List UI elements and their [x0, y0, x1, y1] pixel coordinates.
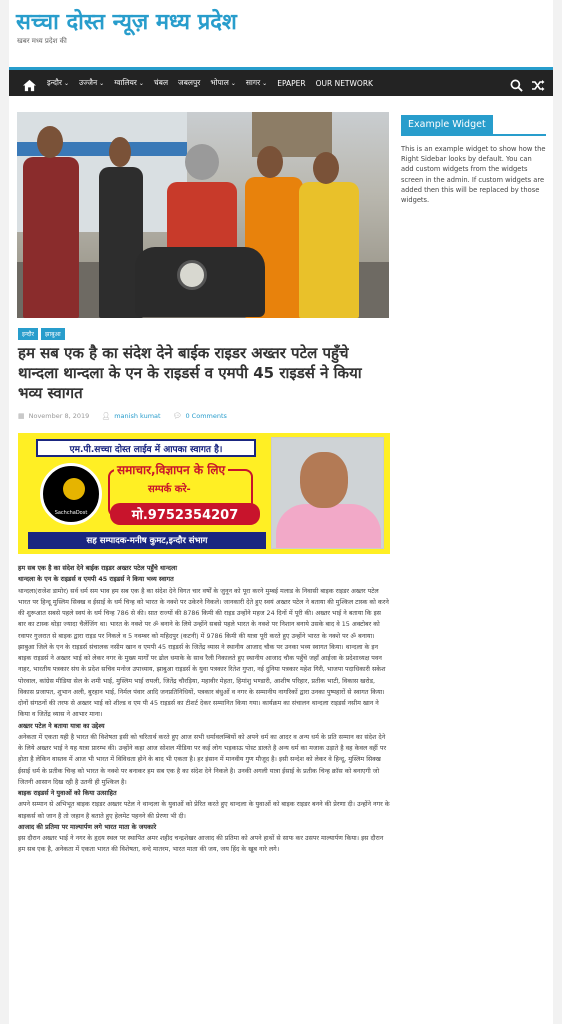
- nav-item-sagar[interactable]: सागर ⌄: [245, 78, 268, 87]
- post-categories: [18, 328, 65, 340]
- post-meta: [18, 412, 227, 420]
- featured-image[interactable]: [17, 112, 389, 318]
- photo-helmet: [185, 144, 219, 180]
- user-icon: 👤︎: [101, 412, 111, 420]
- chevron-down-icon: ⌄: [138, 79, 144, 87]
- nav-item-ujjain[interactable]: उज्जैन ⌄: [79, 78, 105, 87]
- post-author[interactable]: manish kumat: [114, 412, 161, 420]
- nav-item-bhopal[interactable]: भोपाल ⌄: [210, 78, 236, 87]
- page: [9, 0, 553, 1024]
- photo-head: [37, 126, 63, 158]
- nav-item-gwalior[interactable]: ग्वालियर ⌄: [114, 78, 144, 87]
- chevron-down-icon: ⌄: [230, 79, 236, 87]
- shuffle-icon[interactable]: [531, 77, 545, 90]
- banner-ads-text: समाचार,विज्ञापन के लिए: [114, 461, 228, 478]
- article-paragraph: इस दौरान अख्तर भाई ने नगर के हृदय स्थल पर स्थापित अमर शहीद चन्द्रशेखर आजाद की प्रतिमा को अपने हाथों से साफ कर उसपर माल्यार्पण किया। इस दौरान हम सब एक है, अनेकता में एकता भारत की विशेषता, वन्दे मातरम, भारत माता की जय, जय हिंद के खूब नारे लगे।: [18, 835, 384, 854]
- article-intro-heading: हम सब एक है का संदेश देने बाईक राइडर अख्तर पटेल पहुँचे थान्दला: [18, 565, 177, 572]
- comment-icon: 💬︎: [172, 412, 182, 420]
- widget-title-underline: [401, 134, 546, 136]
- post-comments[interactable]: 0 Comments: [185, 412, 227, 420]
- category-tag[interactable]: इन्दौर: [18, 328, 38, 340]
- chevron-down-icon: ⌄: [262, 79, 268, 87]
- home-icon[interactable]: [22, 77, 37, 90]
- article-intro-subheading: थान्दला के एन के राइडर्स व एमपी 45 राइडर्स ने किया भव्य स्वागत: [18, 576, 174, 584]
- logo-emblem: [63, 478, 85, 500]
- site-description: खबर मध्य प्रदेश की: [17, 37, 67, 45]
- article-heading: अख्तर पटेल ने बताया यात्रा का उद्देश्य: [18, 722, 105, 730]
- article-paragraph: थान्दला(राजेश डामोर) सर्व धर्म सम भाव हम सब एक है का संदेश देने विगत चार वर्षों के जुनून को पूरा करने मुम्बई मलाड के निवासी बाइक राइडर अख्तर पटेल भारत पर हिन्दू मुस्लिम सिक्ख व ईसाई के धर्म चिन्ह को भारत के नक्शे पर उकेरने निकले। जानकारी देते हुए स्वयं अख्तर पटेल ने बताया की मुश्किल टास्क को करने की शुरूआत सबसे पहले स्वयं के धर्म चिन्ह 786 से की। सात राज्यों की 8786 किमी की राइड उन्होंने महज 24 दिनों में पूरी की। अख्तर भाई ने बताया कि इस बार का टास्क थोड़ा ज्यादा चैलेंजिंग था। भारत के नक्शे पर ॐ बनाने के लिये उन्होंने सबसे पहले भारत के नक्शे पर निशान बनाये उसके बाद वे 15 अक्टोबर को रवापर गुजरात से बाइक द्वारा राइड पर निकले व 5 नवम्बर को महिदपुर (कटनी) में 9786 किमी की यात्रा पूरी करते हुए उन्होंने भारत के नक्शे पर ॐ बनाया। झाबुआ जिले के एन के राइडर्स संचालक नसीम खान व एमपी 45 राइडर्स के जितेंद्र व्यास ने स्थानीय आजाद चौक पर उनका भव्य स्वागत किया। थान्दला के इन बाइक राइडर्स ने अख्तर भाई को लेकर नगर के मुख्य मार्गों पर ढोल धमाके के साथ रैली निकालते हुए स्थानीय आजाद चौक पहुँचे जहाँ आईजा के प्रदेशाध्यक्ष पवन नाहर, भारतीय पत्रकार संघ के प्रदेश सचिव मनोज उपाध्याय, झाबुआ राइडर्स के युवा पत्रकार रितेश गुप्ता, नई दुनिया पत्रकार महेश गिरी, भाजपा पदाधिकारी सकेश पोरवाल, कांग्रेस मीडिया सेल के शमी भाई, मुस्लिम भाई रायली, जितेंद्र चौरड़िया, महावीर मेहता, हिमांशु भण्डारी, आशीष परिहार, प्रतीक भाटी, विकास खरोड, विकास प्रजापत, शुभान अली, बुरहान भाई, निर्मल पंवार आदि जनप्रतिनिधियों, पत्रकार बंधुओं व नगर के सम्मानीय नागरिकों द्वारा उनका पुष्पहारों से स्वागत किया। दोनों संगठनों की तरफ से अख्तर भाई को शील्ड व एम पी 45 राइडर्स का टीशर्ट देकर सम्मानित किया गया। कार्यक्रम का संचालन थान्दला राइडर्स नसीम खान ने किया व जितेंद्र व्यास ने आभार माना।: [18, 587, 389, 719]
- article-paragraph: अपने सम्मान से अभिभूत बाइक राइडर अख्तर पटेल ने थान्दला के युवाओं को प्रेरित करते हुए थान्दला के युवाओं को बाइक राइडर बनने की प्रेरणा दी। उन्होंने नगर के बाइकर्स को जान है तो जहान है बताते हुए हेलमेट पहनने की प्रेरणा भी दी।: [18, 801, 390, 820]
- advertisement-banner[interactable]: [18, 433, 390, 554]
- right-sidebar: [401, 112, 546, 205]
- banner-contact-text: सम्पर्क करे-: [148, 484, 191, 495]
- photo-head: [313, 152, 339, 184]
- photo-head: [257, 146, 283, 178]
- chevron-down-icon: ⌄: [64, 79, 70, 87]
- nav-item-our-network[interactable]: OUR NETWORK: [315, 78, 373, 88]
- post-title: हम सब एक है का संदेश देने बाईक राइडर अख्तर पटेल पहुँचे थान्दला थान्दला के एन के राइडर्स व एमपी 45 राइडर्स ने किया भव्य स्वागत: [18, 344, 362, 402]
- calendar-icon: ▦: [18, 412, 25, 420]
- nav-item-chambal[interactable]: चंबल: [153, 78, 169, 87]
- banner-portrait: [271, 437, 384, 549]
- category-tag[interactable]: झाबुआ: [41, 328, 65, 340]
- nav-item-epaper[interactable]: EPAPER: [277, 78, 306, 88]
- logo-text: SachchaDost: [54, 510, 88, 516]
- site-title[interactable]: सच्चा दोस्त न्यूज़ मध्य प्रदेश: [16, 10, 237, 35]
- banner-welcome-text: एम.पी.सच्चा दोस्त लाईव में आपका स्वागत है।: [36, 439, 256, 457]
- nav-item-indore[interactable]: इन्दौर ⌄: [47, 78, 70, 87]
- banner-phone: मो.9752354207: [110, 503, 260, 525]
- banner-logo: [40, 463, 102, 525]
- article-heading: बाइक राइडर्स ने युवाओं को किया उत्साहित: [18, 790, 117, 797]
- search-icon[interactable]: [510, 77, 523, 90]
- photo-person: [23, 157, 79, 318]
- portrait-shirt: [276, 504, 381, 549]
- widget-text: This is an example widget to show how the Right Sidebar looks by default. You can add custom widgets from the widgets screen in the admin. If custom widgets are added then this will be replaced by those widgets.: [401, 145, 546, 205]
- nav-item-jabalpur[interactable]: जबलपुर: [178, 78, 201, 87]
- widget-title: Example Widget: [401, 115, 493, 134]
- photo-head: [109, 137, 131, 167]
- photo-person: [299, 182, 359, 318]
- photo-headlight: [177, 260, 207, 290]
- article-body: [18, 563, 390, 856]
- post-date[interactable]: November 8, 2019: [28, 412, 90, 420]
- banner-editor-credit: सह सम्पादक-मनीष कुमट,इन्दौर संभाग: [28, 532, 266, 549]
- article-paragraph: अनेकता में एकता यही है भारत की विशेषता इसी को चरितार्थ करते हुए आज सभी धर्मावलम्बियों को अपने धर्म का आदर व अन्य धर्म के प्रति सम्मान का संदेश देने के लिये अख्तर भाई ने यह यात्रा प्रारम्भ की। उन्होंने कहा आज सोशल मीडिया पर कई लोग भड़काऊ पोस्ट डालते है अन्य धर्म का मजाक उड़ाते है वह केवल वहीं पर होता है लेकिन वास्तव में आज भी भारत में विविधता होने के बाद भी एकता है। हर इंसान में मानवीय गुण मौजूद है। इसी सन्देश को लेकर वे हिन्दू, मुस्लिम सिक्ख ईसाई धर्म के प्रतीक चिन्ह को भारत के नक्शे पर बनाकर हम सब एक है का संदेश देने निकले है। उनकी अगली यात्रा ईसाई के प्रतीक चिन्ह क्रॉस को बनाएगी जो जितनी आसान दिख रही है उतनी ही मुश्किल है।: [18, 733, 387, 786]
- main-navigation: [9, 67, 553, 96]
- chevron-down-icon: ⌄: [99, 79, 105, 87]
- portrait-face: [300, 452, 348, 508]
- article-heading: आजाद की प्रतिमा पर माल्यार्पण लगे भारत माता के जयकारे: [18, 823, 157, 831]
